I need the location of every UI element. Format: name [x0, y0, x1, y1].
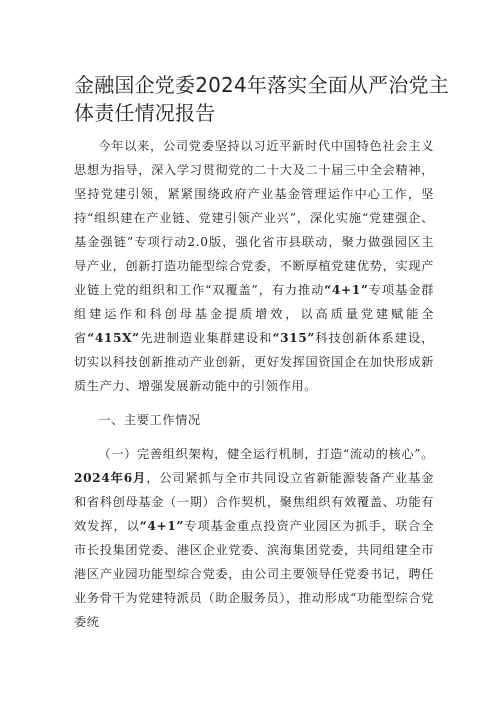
document-title: 金融国企党委2024年落实全面从严治党主体责任情况报告 — [74, 73, 449, 125]
intro-bold-4plus1: “4+1” — [324, 283, 369, 297]
subsection-paragraph — [74, 442, 434, 634]
intro-text-2: 专项基金群组建运作和科创母基金提质增效，以高质量党建赋能全省 — [74, 283, 434, 345]
sub-text-2: 专项基金重点投资产业园区为抓手，联合全市长投集团党委、港区企业党委、滨海集团党委，共同组建全市港区产业园功能型综合党委，由公司主要领导任党委书记，聘任业务骨干为党建特派员（助企服务员），推动形成“功能型综合党委统 — [74, 519, 435, 629]
intro-text-1: 今年以来，公司党委坚持以习近平新时代中国特色社会主义思想为指导，深入学习贯彻党的二十大及二十届三中全会精神，坚持党建引领，紧紧围绕政府产业基金管理运作中心工作，坚持“组织建在产业链、党建引领产业兴”，深化实施“党建强企、基金强链”专项行动2.0版，强化省市县联动，聚力做强园区主导产业，创新打造功能型综合党委，不断厚植党建优势，实现产业链上党的组织和工作“双覆盖”，有力推动 — [74, 139, 434, 297]
intro-text-4: 科技创新体系建设，切实以科技创新推动产业创新，更好发挥国资国企在加快形成新质生产力、增强发展新动能中的引领作用。 — [74, 331, 434, 393]
intro-bold-315: “315” — [272, 331, 315, 345]
intro-bold-415x: “415X” — [87, 331, 140, 345]
sub-bold-date: 2024年6月 — [74, 471, 147, 485]
intro-text-3: 先进制造业集群建设和 — [139, 331, 273, 345]
document-body — [74, 134, 434, 634]
intro-paragraph — [74, 134, 434, 398]
section-heading-1: 一、主要工作情况 — [98, 413, 201, 427]
subsection-heading: （一）完善组织架构，健全运行机制，打造“流动的核心”。 — [98, 447, 434, 461]
sub-bold-4plus1: “4+1” — [139, 519, 184, 533]
sub-text-1: ，公司紧抓与全市共同设立省新能源装备产业基金和省科创母基金（一期）合作契机，聚焦组织有效覆盖、功能有效发挥，以 — [74, 471, 435, 533]
